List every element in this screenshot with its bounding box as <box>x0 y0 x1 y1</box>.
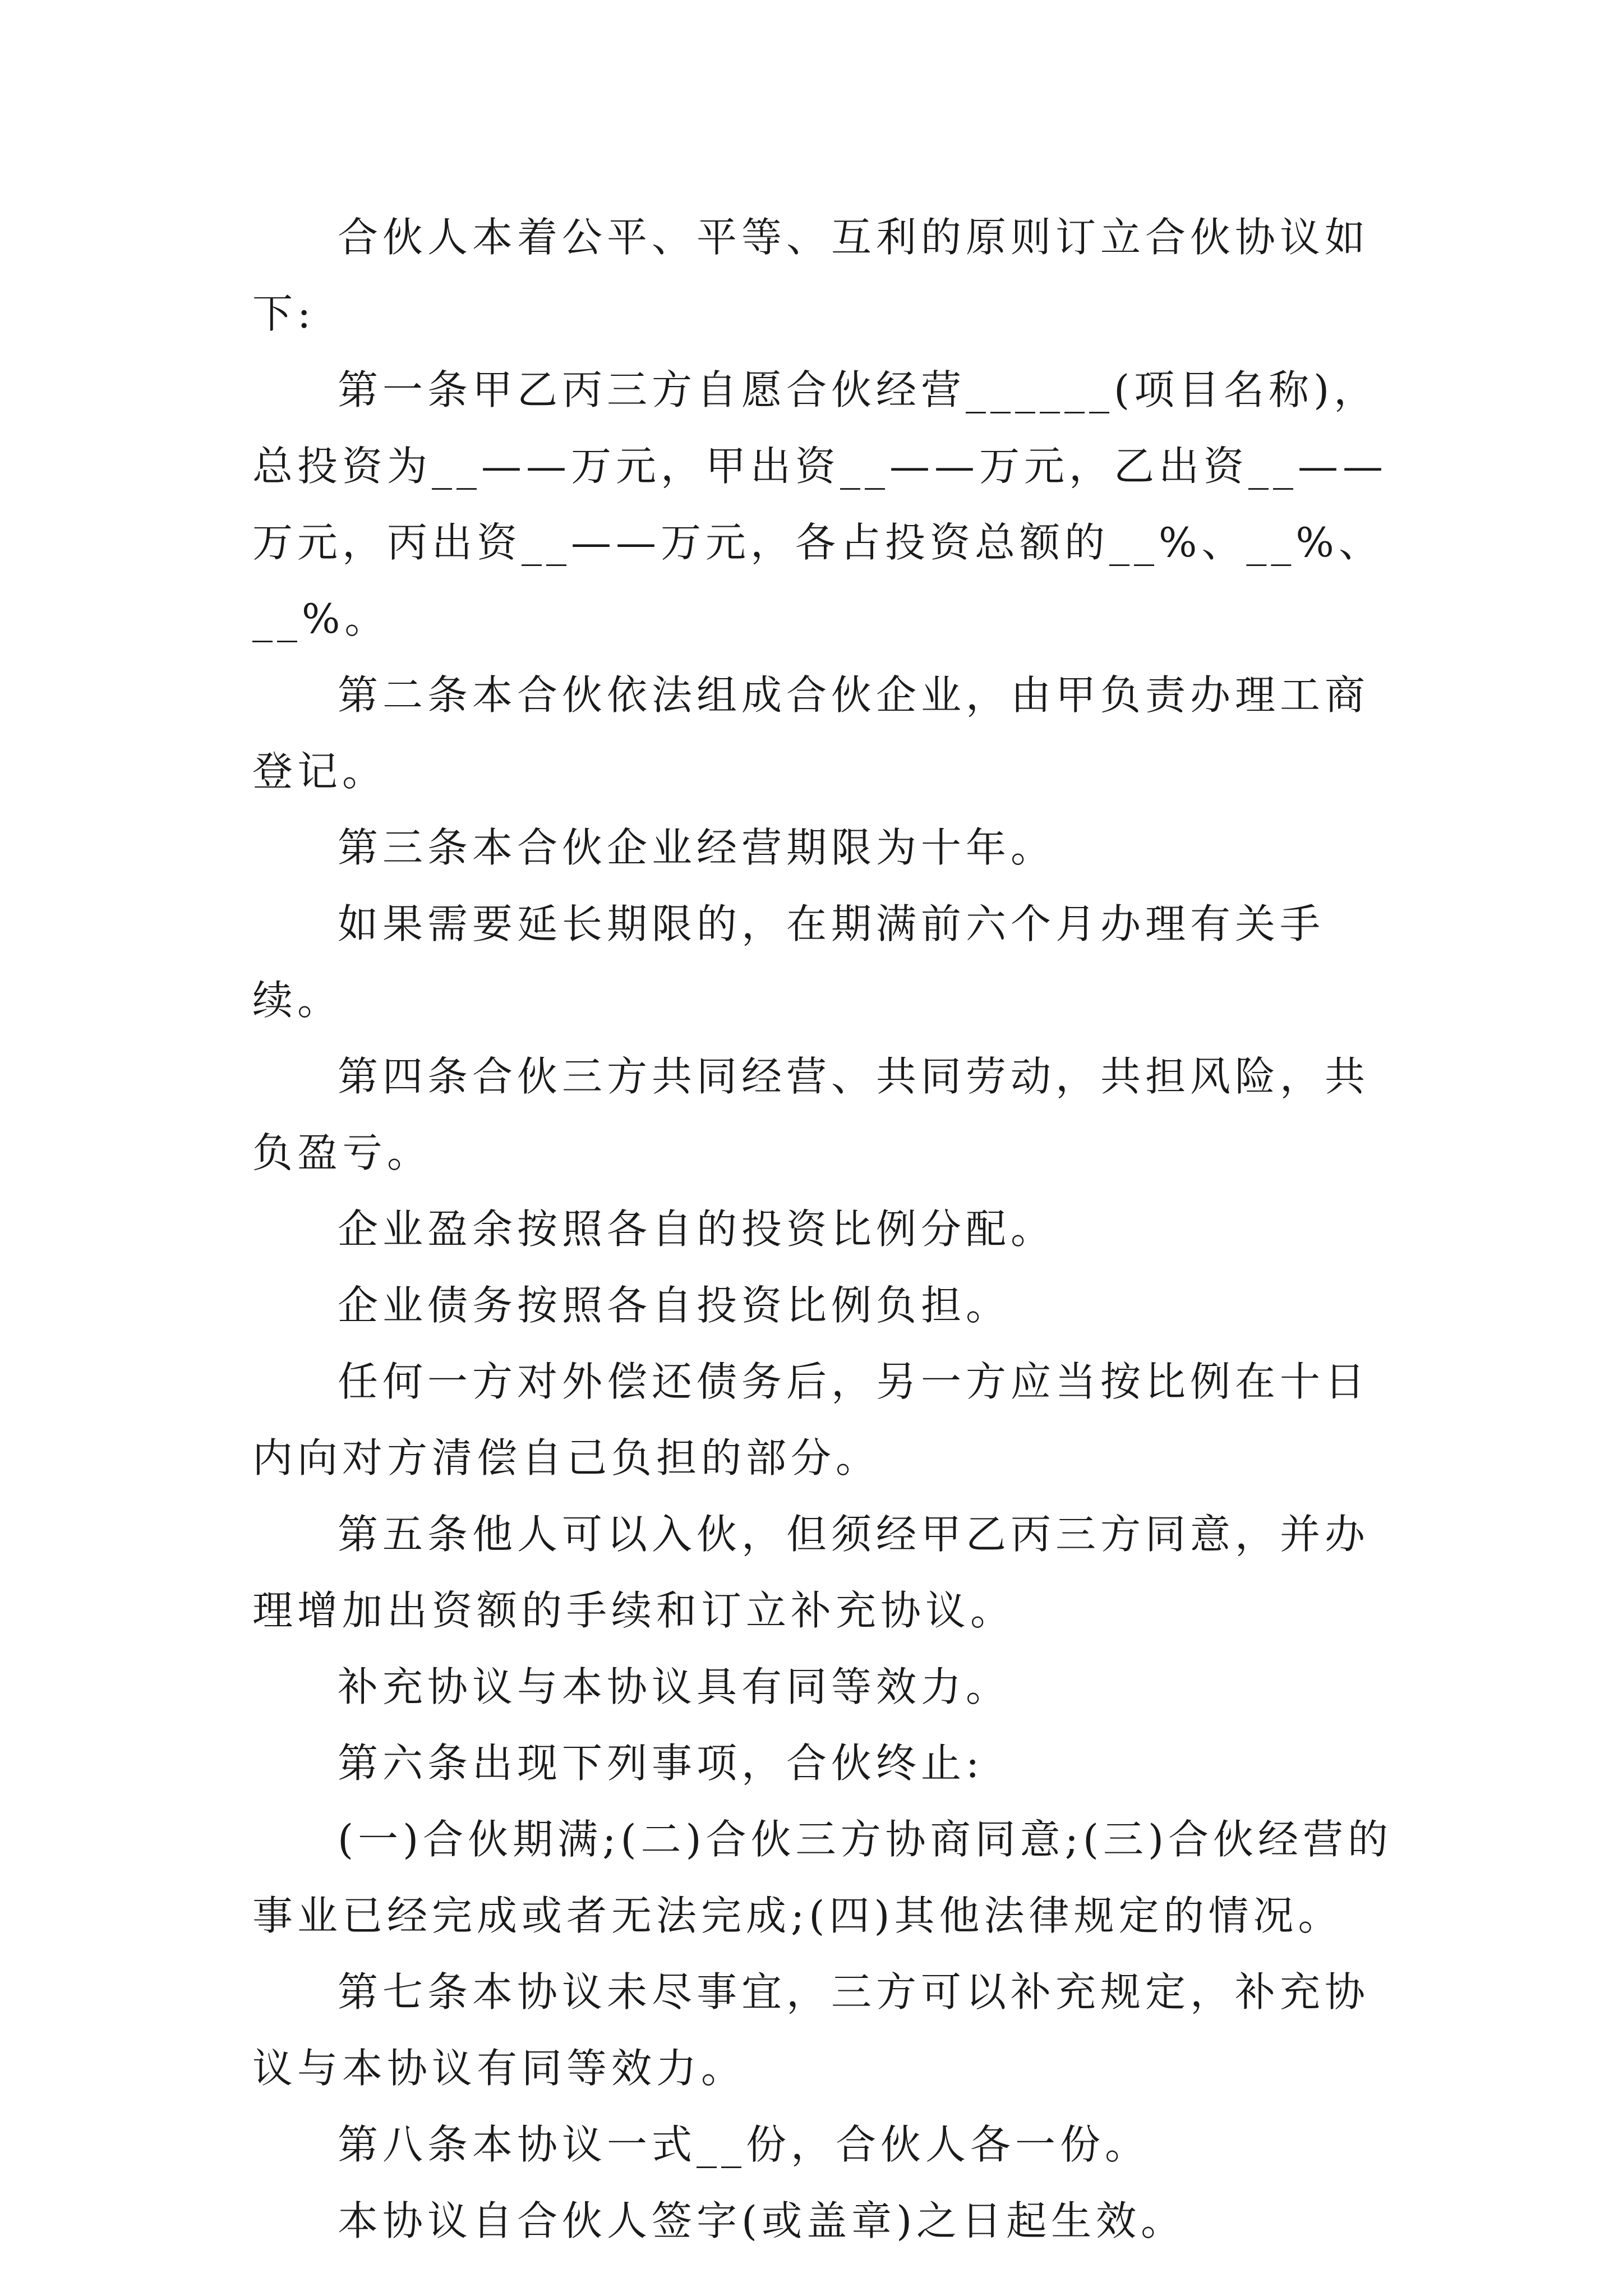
agreement-body <box>252 199 1396 2259</box>
paragraph-intro: 合伙人本着公平、平等、互利的原则订立合伙协议如下: <box>252 214 1370 337</box>
paragraph-article-6: 第六条出现下列事项，合伙终止: <box>338 1740 984 1787</box>
paragraph-article-5-supplement: 补充协议与本协议具有同等效力。 <box>338 1663 1011 1710</box>
paragraph-article-4: 第四条合伙三方共同经营、共同劳动，共担风险，共负盈亏。 <box>252 1053 1370 1176</box>
paragraph-article-3: 第三条本合伙企业经营期限为十年。 <box>338 824 1056 871</box>
paragraph-article-7: 第七条本协议未尽事宜，三方可以补充规定，补充协议与本协议有同等效力。 <box>252 1968 1370 2092</box>
paragraph-article-4-debt: 企业债务按照各自投资比例负担。 <box>338 1282 1011 1329</box>
paragraph-effective: 本协议自合伙人签字(或盖章)之日起生效。 <box>338 2197 1186 2244</box>
paragraph-article-5: 第五条他人可以入伙，但须经甲乙丙三方同意，并办理增加出资额的手续和订立补充协议。 <box>252 1511 1370 1634</box>
paragraph-article-2: 第二条本合伙依法组成合伙企业，由甲负责办理工商登记。 <box>252 671 1370 795</box>
paragraph-article-8: 第八条本协议一式__份，合伙人各一份。 <box>338 2121 1150 2168</box>
paragraph-article-4-repayment: 任何一方对外偿还债务后，另一方应当按比例在十日内向对方清偿自己负担的部分。 <box>252 1358 1370 1481</box>
paragraph-article-1: 第一条甲乙丙三方自愿合伙经营______(项目名称)，总投资为__——万元，甲出资__——万元，乙出资__——万元，丙出资__——万元，各占投资总额的__%、__%、__%。 <box>252 366 1388 642</box>
paragraph-article-3-extension: 如果需要延长期限的，在期满前六个月办理有关手续。 <box>252 900 1325 1024</box>
paragraph-article-4-profit: 企业盈余按照各自的投资比例分配。 <box>338 1205 1056 1253</box>
paragraph-article-6-items: (一)合伙期满;(二)合伙三方协商同意;(三)合伙经营的事业已经完成或者无法完成;(四)其他法律规定的情况。 <box>252 1816 1393 1939</box>
